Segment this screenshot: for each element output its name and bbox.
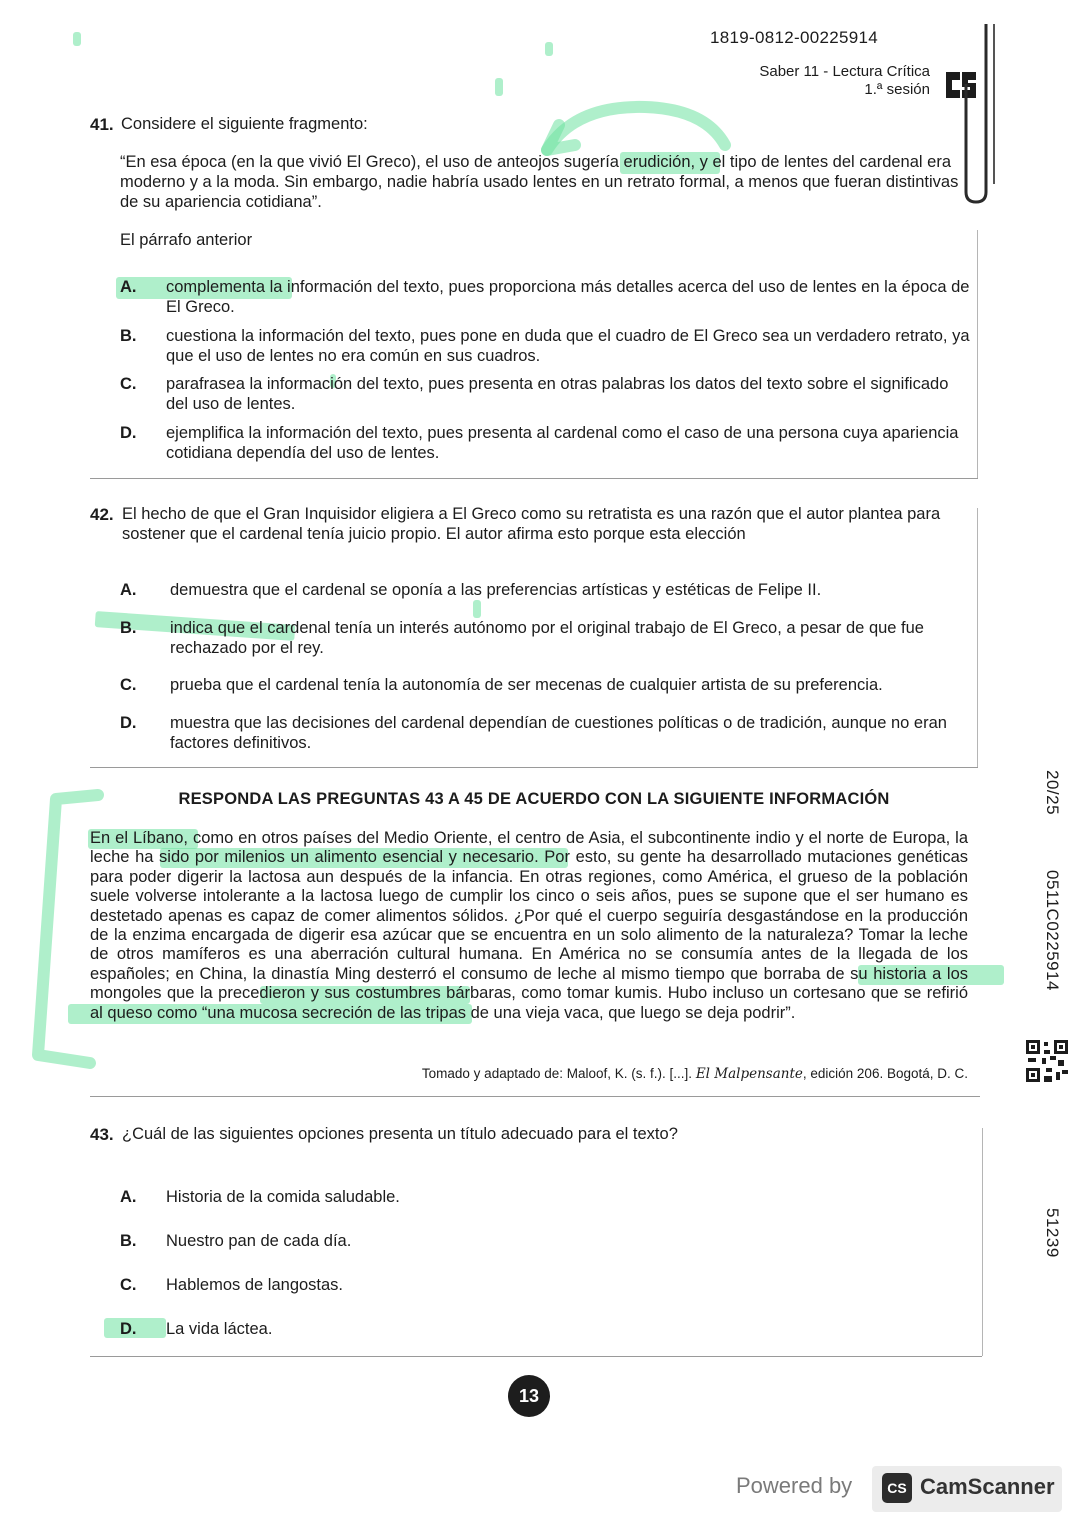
divider (90, 1096, 980, 1097)
question-42-prompt: El hecho de que el Gran Inquisidor eligiera a El Greco como su retratista es una razón que el autor plantea para sostener que el cardenal tenía juicio propio. El autor afirma esto porque esta elección (122, 505, 941, 543)
qr-code-icon (1026, 1040, 1068, 1082)
exam-header (759, 63, 930, 99)
option-text: Nuestro pan de cada día. (166, 1232, 352, 1250)
paper-clip-icon (960, 24, 1000, 204)
question-41-prompt: Considere el siguiente fragmento: (121, 115, 368, 133)
question-41-number: 41. (90, 115, 114, 134)
passage-source (422, 1066, 968, 1082)
source-prefix: Tomado y adaptado de: Maloof, K. (s. f.). [...]. (421, 1066, 693, 1081)
option-letter: B. (120, 1232, 137, 1250)
camscanner-icon: CS (882, 1473, 912, 1503)
question-42-number: 42. (90, 505, 114, 524)
option-text: Hablemos de langostas. (166, 1276, 344, 1294)
passage-body: En el Líbano, como en otros países del Medio Oriente, el centro de Asia, el subcontinente indio y el norte de Europa, la leche ha sido por milenios un alimento esencial y necesario. Por esto, su gente ha desarrollado mutaciones genéticas para poder digerir la lactosa aun después de la infancia. En otras regiones, como América, el grueso de la población suele volverse intolerante a la lactosa luego de cumplir los cinco o seis años, pues se supone que el ser humano es destetado apenas es capaz de comer alimentos sólidos. ¿Por qué el cuerpo seguiría desgastándose en la producción de la enzima encargada de digerir esa azúcar que se encuentra en un solo alimento de la naturaleza? Tomar la leche de otros mamíferos es una aberración cultural humana. En América no se consumía antes de la llegada de los españoles; en China, la dinastía Ming desterró el consumo de leche al mismo tiempo que borraba de su historia a los mongoles que la precedieron y sus costumbres bárbaras, como tomar kumis. Hubo incluso un cortesano que se refirió al queso como “una mucosa secreción de las tripas de una vieja vaca, que luego se deja podrir”. (90, 829, 968, 1022)
serial-number: 51239 (1043, 1208, 1062, 1258)
powered-by-label: Powered by (736, 1473, 853, 1498)
option-text: complementa la información del texto, pues proporciona más detalles acerca del uso de lentes en la época de El Greco. (166, 278, 970, 316)
source-suffix: , edición 206. Bogotá, D. C. (802, 1066, 968, 1081)
highlight-mark (73, 32, 81, 46)
option-text: cuestiona la información del texto, pues pone en duda que el cuadro de El Greco sea un verdadero retrato, ya que el uso de lentes no era común en sus cuadros. (166, 327, 970, 365)
highlight-mark (473, 600, 481, 618)
question-41-quote: “En esa época (en la que vivió El Greco), el uso de anteojos sugería erudición, y el tipo de lentes del cardenal era moderno y a la moda. Sin embargo, nadie habría usado lentes en un retrato formal, a menos que fueran distintivas de su apariencia cotidiana”. (120, 153, 959, 211)
option-letter: C. (120, 375, 137, 393)
page-number: 13 (508, 1375, 550, 1417)
divider (90, 1356, 982, 1357)
document-code: 0511C0225914 (1043, 870, 1062, 992)
page-count: 20/25 (1043, 770, 1062, 816)
highlight-mark (545, 42, 553, 56)
source-title: El Malpensante (695, 1066, 803, 1082)
option-text: ejemplifica la información del texto, pues presenta al cardenal como el caso de una persona cuya apariencia cotidiana dependía del uso de lentes. (166, 424, 959, 462)
divider (977, 230, 978, 478)
option-text: prueba que el cardenal tenía la autonomía de ser mecenas de cualquier artista de su preferencia. (170, 676, 883, 694)
option-letter: C. (120, 1276, 137, 1294)
passage-title: RESPONDA LAS PREGUNTAS 43 A 45 DE ACUERDO CON LA SIGUIENTE INFORMACIÓN (178, 790, 890, 808)
option-text: Historia de la comida saludable. (166, 1188, 400, 1206)
option-letter: D. (120, 1320, 137, 1338)
option-text: indica que el cardenal tenía un interés autónomo por el original trabajo de El Greco, a pesar de que fue rechazado por el rey. (170, 619, 924, 657)
option-letter: A. (120, 278, 137, 296)
question-43-prompt: ¿Cuál de las siguientes opciones presenta un título adecuado para el texto? (122, 1125, 678, 1143)
exam-session: 1.ª sesión (864, 81, 930, 98)
option-letter: C. (120, 676, 137, 694)
option-letter: B. (120, 619, 137, 637)
option-text: La vida láctea. (166, 1320, 273, 1338)
divider (90, 478, 978, 479)
divider (982, 1128, 983, 1356)
question-41-lead: El párrafo anterior (120, 231, 253, 249)
option-text: parafrasea la información del texto, pues presenta en otras palabras los datos del texto sobre el significado del uso de lentes. (166, 375, 949, 413)
divider (977, 508, 978, 767)
option-letter: D. (120, 424, 137, 442)
option-letter: A. (120, 1188, 137, 1206)
option-text: muestra que las decisiones del cardenal dependían de cuestiones políticas o de tradición, aunque no eran factores definitivos. (170, 714, 947, 752)
question-43-number: 43. (90, 1125, 114, 1144)
highlight-mark (495, 78, 503, 96)
camscanner-name: CamScanner (920, 1474, 1055, 1499)
option-letter: A. (120, 581, 137, 599)
option-text: demuestra que el cardenal se oponía a las preferencias artísticas y estéticas de Felipe II. (170, 581, 822, 599)
option-letter: B. (120, 327, 137, 345)
divider (90, 767, 978, 768)
exam-title: Saber 11 - Lectura Crítica (759, 63, 930, 80)
booklet-code: 1819-0812-00225914 (710, 28, 878, 47)
option-letter: D. (120, 714, 137, 732)
